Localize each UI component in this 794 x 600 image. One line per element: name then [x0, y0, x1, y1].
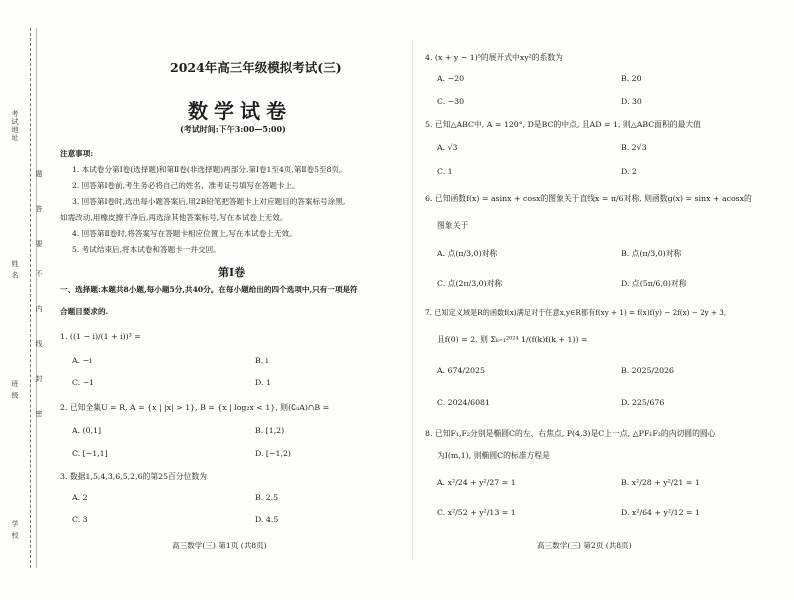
seal-mark: 要: [35, 240, 43, 248]
question-8-option-b[interactable]: B. x²/28 + y²/21 = 1: [621, 478, 700, 487]
left-page: [60, 0, 400, 600]
section-title: 第Ⅰ卷: [218, 266, 246, 279]
part-intro: 合题目要求的.: [60, 307, 109, 316]
note-item: 5. 考试结束后,将本试卷和答题卡一并交回。: [72, 245, 221, 254]
question-7-option-b[interactable]: B. 2025/2026: [621, 366, 674, 375]
question-7-option-a[interactable]: A. 674/2025: [437, 366, 485, 375]
note-item: 1. 本试卷分第Ⅰ卷(选择题)和第Ⅱ卷(非选择题)两部分,第Ⅰ卷1至4页,第Ⅱ卷5至8页。: [72, 165, 347, 174]
question-5-option-c[interactable]: C. 1: [437, 167, 453, 176]
question-3-option-d[interactable]: D. 4.5: [255, 515, 279, 524]
question-8-option-c[interactable]: C. x²/52 + y²/13 = 1: [437, 508, 516, 517]
question-7-option-d[interactable]: D. 225/676: [621, 398, 665, 407]
exam-time: (考试时间:下午3:00—5:00): [180, 124, 286, 134]
question-1-option-c[interactable]: C. −1: [72, 378, 95, 387]
question-7-stem-cont: 且f(0) = 2, 则 Σₖ₌₁²⁰²⁴ 1/(f(k)f(k + 1)) =: [437, 335, 588, 344]
question-3-option-c[interactable]: C. 3: [72, 515, 88, 524]
seal-mark: 不: [35, 270, 43, 278]
question-6-stem-cont: 图象关于: [437, 221, 469, 230]
question-1-option-b[interactable]: B. i: [255, 356, 269, 365]
question-2-option-d[interactable]: D. [−1,2): [255, 449, 291, 458]
page-footer: 高三数学(三) 第1页 (共8页): [172, 541, 267, 550]
question-3-option-b[interactable]: B. 2.5: [255, 493, 279, 502]
binding-solid-line: [36, 28, 37, 568]
note-item: 3. 回答第Ⅰ卷时,选出每小题答案后,用2B铅笔把答题卡上对应题目的答案标号涂黑,: [72, 197, 346, 206]
seal-mark: 线: [35, 340, 43, 348]
question-5-option-b[interactable]: B. 2√3: [621, 143, 647, 152]
question-3-option-a[interactable]: A. 2: [72, 493, 88, 502]
question-6-option-b[interactable]: B. 点(π/3,0)对称: [621, 249, 682, 258]
question-7-option-c[interactable]: C. 2024/6081: [437, 398, 490, 407]
exam-title: 2024年高三年级模拟考试(三): [170, 60, 342, 75]
question-4-option-b[interactable]: B. 20: [621, 74, 642, 83]
question-2-option-a[interactable]: A. (0,1]: [72, 426, 102, 435]
seal-mark: 答: [35, 205, 43, 213]
page-footer: 高三数学(三) 第2页 (共8页): [537, 541, 632, 550]
question-4-option-d[interactable]: D. 30: [621, 97, 642, 106]
exam-address-label: 考试地址: [11, 110, 19, 142]
question-6-option-a[interactable]: A. 点(π/3,0)对称: [437, 249, 498, 258]
question-8-option-a[interactable]: A. x²/24 + y²/27 = 1: [437, 478, 516, 487]
notes-heading: 注意事项:: [60, 149, 94, 158]
note-item: 4. 回答第Ⅱ卷时,将答案写在答题卡相应位置上,写在本试卷上无效。: [72, 229, 297, 238]
question-1-option-a[interactable]: A. −i: [72, 356, 92, 365]
question-4-option-c[interactable]: C. −30: [437, 97, 465, 106]
note-item: 如需改动,用橡皮擦干净后,再选涂其他答案标号,写在本试卷上无效。: [60, 213, 288, 222]
seal-mark: 题: [35, 170, 43, 178]
question-8-stem-cont: 为I(m,1), 则椭圆C的标准方程是: [437, 451, 550, 460]
seal-mark: 内: [35, 305, 43, 313]
page-divider: [412, 40, 413, 560]
question-8-option-d[interactable]: D. x²/64 + y²/12 = 1: [621, 508, 701, 517]
seal-mark: 封: [35, 375, 43, 383]
question-2-option-c[interactable]: C. [−1,1]: [72, 449, 108, 458]
binding-dashed-line: [30, 28, 31, 568]
question-4-option-a[interactable]: A. −20: [437, 74, 465, 83]
question-5-option-d[interactable]: D. 2: [621, 167, 637, 176]
question-2-option-b[interactable]: B. [1,2): [255, 426, 285, 435]
school-label: 学 校: [11, 520, 19, 540]
question-8-stem: 8. 已知F₁,F₂分别是椭圆C的左、右焦点, P(4,3)是C上一点, △PF₁F₂的内切圆的圆心: [425, 429, 716, 438]
question-1-stem: 1. ((1 − i)/(1 + i))³ =: [60, 332, 141, 341]
question-7-stem: 7. 已知定义域是R的函数f(x)满足对于任意x,y∈R都有f(xy + 1) = f(x)f(y) − 2f(x) − 2y + 3,: [425, 308, 727, 317]
question-2-stem: 2. 已知全集U = R, A = {x | |x| > 1}, B = {x | log₂x < 1}, 则(∁ᵤA)∩B =: [60, 403, 330, 412]
note-item: 2. 回答第Ⅰ卷前,考生务必将自己的姓名、准考证号填写在答题卡上。: [72, 181, 300, 190]
question-5-option-a[interactable]: A. √3: [437, 143, 458, 152]
name-label: 姓 名: [11, 260, 19, 280]
question-6-option-c[interactable]: C. 点(2π/3,0)对称: [437, 279, 503, 288]
class-label: 班 级: [11, 380, 19, 400]
binding-margin: [0, 0, 43, 600]
question-5-stem: 5. 已知△ABC中, A = 120°, D是BC的中点, 且AD = 1, 则△ABC面积的最大值: [425, 120, 701, 129]
question-3-stem: 3. 数据1,5,4,3,6,5,2,6的第25百分位数为: [60, 472, 208, 481]
question-6-stem: 6. 已知函数f(x) = asinx + cosx的图象关于直线x = π/6对称, 则函数g(x) = sinx + acosx的: [425, 194, 752, 203]
question-6-option-d[interactable]: D. 点(5π/6,0)对称: [621, 279, 687, 288]
seal-mark: 密: [35, 410, 43, 418]
subject-title: 数学试卷: [188, 99, 292, 123]
part-intro: 一、选择题:本题共8小题,每小题5分,共40分。在每小题给出的四个选项中,只有一项是符: [60, 285, 358, 294]
right-page: [425, 0, 775, 600]
question-1-option-d[interactable]: D. 1: [255, 378, 271, 387]
question-4-stem: 4. (x + y − 1)⁵的展开式中xy²的系数为: [425, 53, 563, 62]
